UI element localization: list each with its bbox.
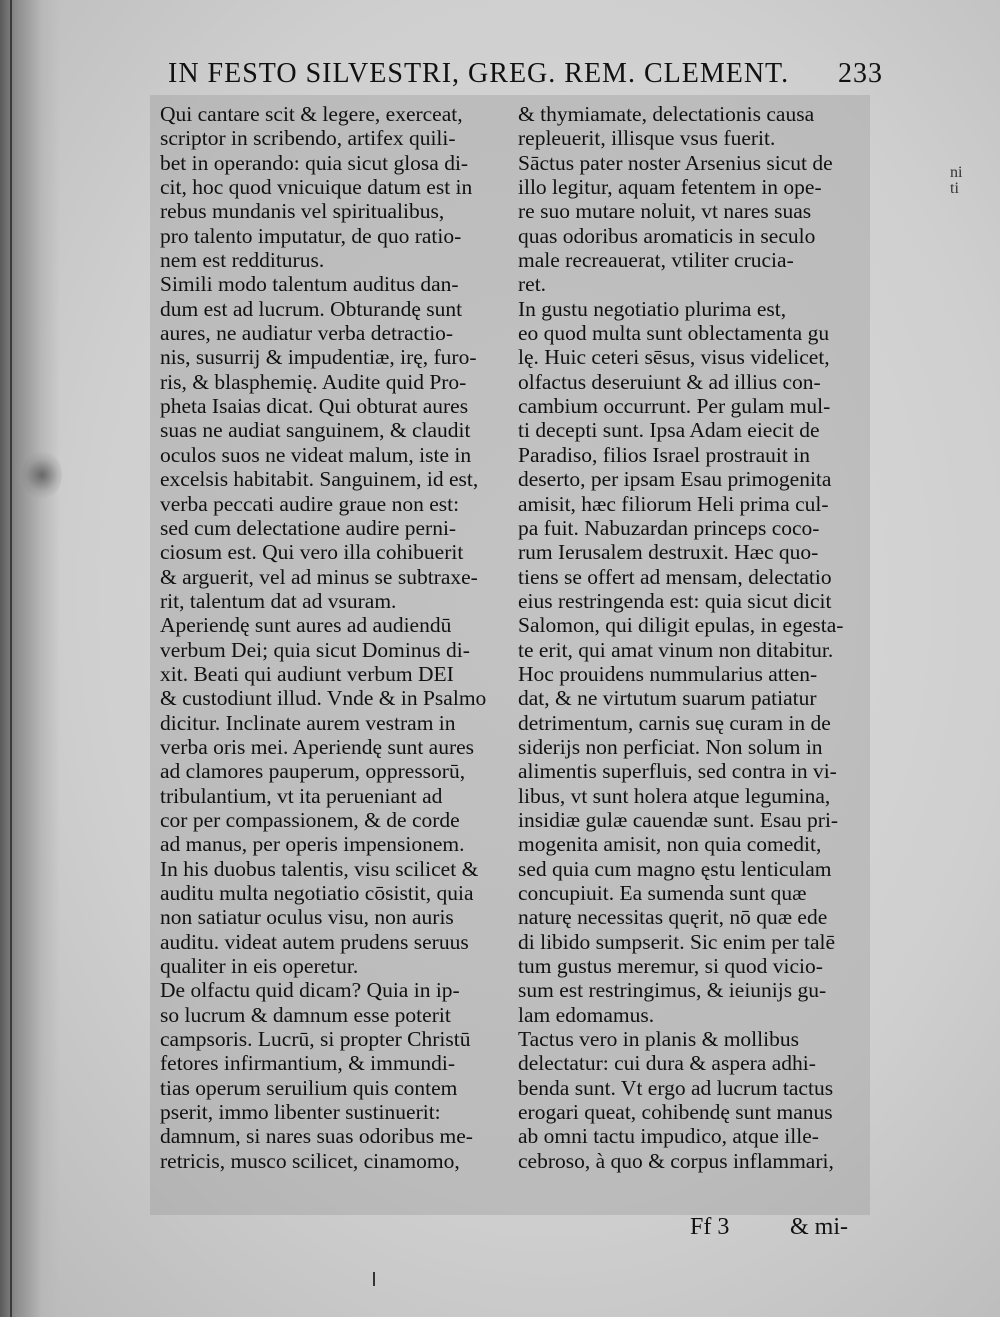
text-line: nis, susurrij & impudentiæ, irę, furo- [160, 345, 477, 370]
text-line: auditu. videat autem prudens seruus [160, 929, 469, 954]
page-edge [10, 0, 12, 1317]
text-line: campsoris. Lucrū, si propter Christū [160, 1027, 471, 1052]
bottom-mark [373, 1272, 375, 1286]
running-header [168, 58, 883, 90]
catchword: & mi- [790, 1214, 848, 1240]
text-line: detrimentum, carnis suę curam in de [518, 710, 831, 735]
text-line: oculos suos ne videat malum, iste in [160, 442, 472, 467]
text-line: re suo mutare noluit, vt nares suas [518, 199, 812, 224]
text-line: suas ne audiat sanguinem, & claudit [160, 418, 471, 443]
text-line: siderijs non perficiat. Non solum in [518, 734, 823, 759]
text-line: ab omni tactu impudico, atque ille- [518, 1124, 819, 1149]
text-line: Simili modo talentum auditus dan- [160, 272, 459, 297]
text-line: alimentis superfluis, sed contra in vi- [518, 759, 837, 784]
text-line: dat, & ne virtutum suarum patiatur [518, 686, 817, 711]
text-line: naturę necessitas quęrit, nō quæ ede [518, 905, 828, 930]
text-line: ti decepti sunt. Ipsa Adam eiecit de [518, 418, 820, 443]
text-line: retricis, musco scilicet, cinamomo, [160, 1148, 460, 1173]
text-line: mogenita amisit, non quia comedit, [518, 832, 822, 857]
text-line: deserto, per ipsam Esau primogenita [518, 467, 832, 492]
text-line: ad clamores pauperum, oppressorū, [160, 759, 466, 784]
text-line: benda sunt. Vt ergo ad lucrum tactus [518, 1075, 834, 1100]
text-line: nem est redditurus. [160, 248, 325, 273]
text-line: repleuerit, illisque vsus fuerit. [518, 126, 776, 151]
running-title: IN FESTO SILVESTRI, GREG. REM. CLEMENT. [168, 58, 790, 89]
text-line: dum est ad lucrum. Obturandę sunt [160, 296, 463, 321]
text-line: In his duobus talentis, visu scilicet & [160, 856, 479, 881]
text-line: amisit, hæc filiorum Heli prima cul- [518, 491, 829, 516]
text-line: lam edomamus. [518, 1002, 655, 1027]
text-line: qualiter in eis operetur. [160, 954, 359, 979]
text-line: rum Ierusalem destruxit. Hæc quo- [518, 540, 819, 565]
text-line: auditu multa negotiatio cōsistit, quia [160, 881, 474, 905]
text-line: delectatur: cui dura & aspera adhi- [518, 1051, 816, 1076]
text-line: Hoc prouidens nummularius atten- [518, 661, 818, 686]
right-column [518, 102, 863, 1173]
text-line: bet in operando: quia sicut glosa di- [160, 150, 469, 175]
text-line: quas odoribus aromaticis in seculo [518, 223, 816, 248]
text-line: concupiuit. Ea sumenda sunt quæ [518, 881, 807, 905]
text-line: rebus mundanis vel spiritualibus, [160, 199, 445, 224]
text-line: ad manus, per operis impensionem. [160, 832, 465, 857]
text-line: Tactus vero in planis & mollibus [518, 1027, 799, 1052]
text-line: Salomon, qui diligit epulas, in egesta- [518, 613, 844, 638]
text-line: eo quod multa sunt oblectamenta gu [518, 321, 830, 346]
text-line: dicitur. Inclinate aurem vestram in [160, 710, 456, 735]
text-line: so lucrum & damnum esse poterit [160, 1002, 451, 1027]
folio-number: 233 [838, 58, 883, 89]
text-line: verbum Dei; quia sicut Dominus di- [160, 637, 470, 662]
text-line: & custodiunt illud. Vnde & in Psalmo [160, 686, 487, 711]
text-line: eius restringenda est: quia sicut dicit [518, 588, 832, 613]
text-line: pheta Isaias dicat. Qui obturat aures [160, 394, 469, 419]
text-line: pserit, immo libenter sustinuerit: [160, 1100, 441, 1125]
text-line: tribulantium, vt ita perueniant ad [160, 783, 443, 808]
text-line: di libido sumpserit. Sic enim per talē [518, 929, 836, 954]
text-line: damnum, si nares suas odoribus me- [160, 1124, 473, 1149]
text-line: aures, ne audiatur verba detractio- [160, 321, 454, 346]
text-line: In gustu negotiatio plurima est, [518, 296, 787, 321]
text-line: lę. Huic ceteri sēsus, visus videlicet, [518, 345, 830, 370]
text-line: cit, hoc quod vnicuique datum est in [160, 175, 473, 200]
signature-mark: Ff 3 [690, 1214, 730, 1240]
text-line: Sāctus pater noster Arsenius sicut de [518, 150, 833, 175]
text-line: & thymiamate, delectationis causa [518, 102, 815, 126]
text-line: excelsis habitabit. Sanguinem, id est, [160, 467, 479, 492]
text-line: cor per compassionem, & de corde [160, 807, 460, 832]
text-line: scriptor in scribendo, artifex quili- [160, 126, 456, 151]
text-line: fetores infirmantium, & immundi- [160, 1051, 455, 1076]
margin-note [950, 165, 962, 197]
text-line: De olfactu quid dicam? Quia in ip- [160, 978, 460, 1003]
text-line: Aperiendę sunt aures ad audiendū [160, 613, 452, 638]
text-line: libus, vt sunt holera atque legumina, [518, 783, 831, 808]
text-line: pa fuit. Nabuzardan princeps coco- [518, 515, 820, 540]
text-line: sum est restringimus, & ieiunijs gu- [518, 978, 827, 1003]
text-line: sed cum delectatione audire perni- [160, 515, 457, 540]
text-line: tum gustus meremur, si quod vicio- [518, 954, 823, 979]
text-line: te erit, qui amat vinum non ditabitur. [518, 637, 834, 662]
text-line: & arguerit, vel ad minus se subtraxe- [160, 564, 478, 589]
left-column [160, 102, 500, 1173]
text-line: cambium occurrunt. Per gulam mul- [518, 394, 831, 419]
ink-smudge [22, 450, 62, 500]
binding-shadow [0, 0, 60, 1317]
text-line: cebroso, à quo & corpus inflammari, [518, 1148, 834, 1173]
text-line: Paradiso, filios Israel prostrauit in [518, 442, 810, 467]
text-line: insidiæ gulæ cauendæ sunt. Esau pri- [518, 807, 839, 832]
text-line: tiens se offert ad mensam, delectatio [518, 564, 832, 589]
text-line: illo legitur, aquam fetentem in ope- [518, 175, 822, 200]
text-line: Qui cantare scit & legere, exerceat, [160, 102, 463, 126]
text-line: ret. [518, 272, 547, 297]
text-line: pro talento imputatur, de quo ratio- [160, 223, 462, 248]
text-line: erogari queat, cohibendę sunt manus [518, 1100, 833, 1125]
text-line: non satiatur oculus visu, non auris [160, 905, 454, 930]
margin-note-text: ni ti [950, 164, 963, 197]
text-line: male recreauerat, vtiliter crucia- [518, 248, 794, 273]
text-line: sed quia cum magno ęstu lenticulam [518, 856, 832, 881]
text-line: tias operum seruilium quis contem [160, 1075, 458, 1100]
text-line: xit. Beati qui audiunt verbum DEI [160, 661, 454, 686]
text-line: ris, & blasphemię. Audite quid Pro- [160, 369, 467, 394]
text-line: verba oris mei. Aperiendę sunt aures [160, 734, 475, 759]
text-line: rit, talentum dat ad vsuram. [160, 588, 397, 613]
text-line: ciosum est. Qui vero illa cohibuerit [160, 540, 464, 565]
text-line: olfactus deseruiunt & ad illius con- [518, 369, 821, 394]
text-line: verba peccati audire graue non est: [160, 491, 460, 516]
